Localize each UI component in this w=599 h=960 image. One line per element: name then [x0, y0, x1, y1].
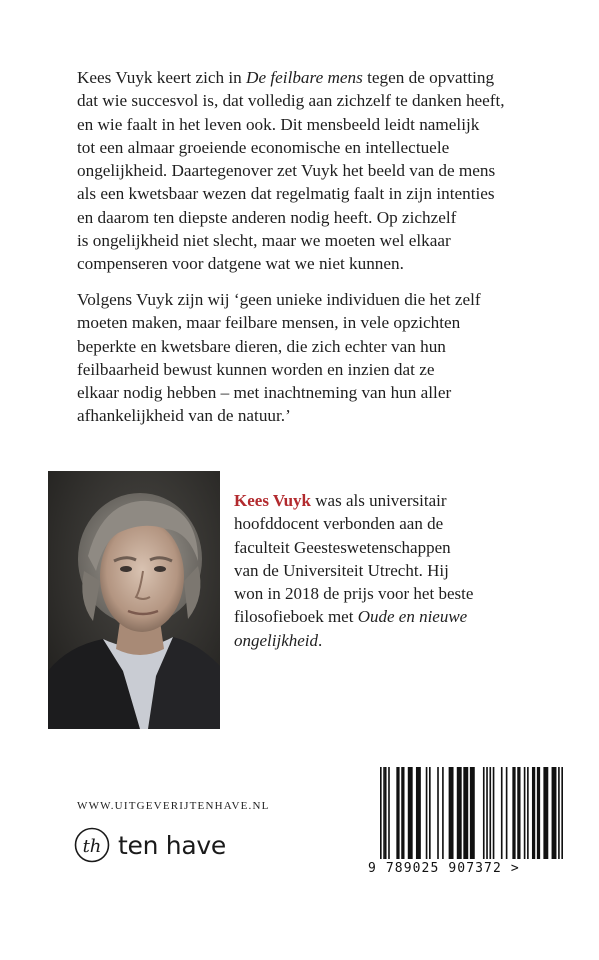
barcode-bar — [470, 767, 475, 859]
barcode-bar — [486, 767, 488, 859]
blurb-paragraph-1 — [77, 66, 577, 276]
barcode-bar — [524, 767, 526, 859]
blurb-p1-line: tot een almaar groeiende economische en intellectuele — [77, 137, 450, 157]
barcode-bar — [383, 767, 385, 859]
barcode-bar — [483, 767, 485, 859]
isbn-digits: 9 789025 907372 > — [368, 861, 520, 876]
bio-line-7-post: . — [318, 630, 323, 650]
barcode-bar — [537, 767, 540, 859]
isbn-barcode — [368, 767, 571, 885]
bio-line-1 — [234, 491, 447, 510]
bio-line-7 — [234, 631, 322, 650]
barcode-bar — [561, 767, 563, 859]
blurb-p1-line: en wie faalt in het leven ook. Dit mensbeeld leidt namelijk — [77, 114, 480, 134]
barcode-bar — [493, 767, 495, 859]
bio-line-6 — [234, 607, 467, 626]
blurb-p2-line: beperkte en kwetsbare dieren, die zich echter van hun — [77, 336, 446, 356]
author-bio — [234, 489, 574, 652]
barcode-bar — [558, 767, 560, 859]
publisher-name: ten have — [118, 830, 226, 860]
barcode-bar — [512, 767, 515, 859]
barcode-bar — [527, 767, 529, 859]
blurb-p1-line: dat wie succesvol is, dat volledig aan zichzelf te danken heeft, — [77, 91, 505, 111]
publisher-url[interactable]: WWW.UITGEVERIJTENHAVE.NL — [77, 800, 270, 812]
barcode-bar — [532, 767, 535, 859]
bio-line-5: won in 2018 de prijs voor het beste — [234, 584, 474, 604]
barcode-bar — [463, 767, 468, 859]
barcode-bar — [457, 767, 462, 859]
blurb-p2-line: elkaar nodig hebben – met inachtneming van hun aller — [77, 383, 452, 403]
author-name: Kees Vuyk — [234, 491, 311, 510]
bio-line-6-pre: filosofieboek met — [234, 607, 358, 627]
publisher-logo-icon — [74, 827, 110, 863]
barcode-bar — [388, 767, 390, 859]
author-portrait-image — [48, 471, 220, 729]
book-title-italic: De feilbare mens — [246, 68, 363, 87]
blurb-p1-line: is ongelijkheid niet slecht, maar we moeten wel elkaar — [77, 231, 451, 251]
barcode-bar — [385, 767, 387, 859]
barcode-bar — [437, 767, 439, 859]
barcode-bar — [501, 767, 503, 859]
publisher-logo — [74, 825, 226, 865]
barcode-bar — [506, 767, 508, 859]
barcode-bar — [401, 767, 404, 859]
barcode-bar — [489, 767, 491, 859]
blurb-p2-line: afhankelijkheid van de natuur.’ — [77, 406, 291, 426]
publisher-logo-mark-text: th — [82, 836, 102, 857]
blurb-p1-line: als een kwetsbaar wezen dat regelmatig faalt in zijn intenties — [77, 184, 495, 204]
barcode-bar — [426, 767, 428, 859]
bio-book-title-2: ongelijkheid — [234, 630, 319, 650]
bio-line-3: faculteit Geesteswetenschappen — [234, 537, 451, 557]
barcode-bar — [517, 767, 520, 859]
barcode-bar — [442, 767, 444, 859]
barcode-bar — [416, 767, 421, 859]
author-photo — [48, 471, 220, 729]
blurb-p1-line: compenseren voor datgene wat we niet kunnen. — [77, 254, 404, 274]
blurb-p2-line: Volgens Vuyk zijn wij ‘geen unieke individuen die het zelf — [77, 290, 481, 309]
blurb-p1-line-1-b: tegen de opvatting — [362, 68, 495, 87]
barcode-bar — [543, 767, 548, 859]
bio-book-title-1: Oude en nieuwe — [357, 607, 468, 627]
blurb-paragraph-2 — [77, 288, 577, 428]
blurb-p1-line-1 — [77, 68, 494, 87]
barcode-bar — [449, 767, 454, 859]
bio-line-2: hoofddocent verbonden aan de — [234, 514, 444, 534]
blurb-p1-line-1-a: Kees Vuyk keert zich in — [77, 68, 247, 87]
blurb-p2-line: moeten maken, maar feilbare mensen, in vele opzichten — [77, 313, 461, 333]
blurb-p2-line: feilbaarheid bewust kunnen worden en inzien dat ze — [77, 359, 435, 379]
barcode-bar — [380, 767, 382, 859]
barcode-bar — [429, 767, 431, 859]
blurb-p1-line: ongelijkheid. Daartegenover zet Vuyk het beeld van de mens — [77, 161, 496, 181]
barcode-bars — [380, 767, 563, 859]
barcode-bar — [552, 767, 557, 859]
blurb-p1-line: en daarom ten diepste anderen nodig heeft. Op zichzelf — [77, 207, 457, 227]
barcode-bar — [408, 767, 413, 859]
barcode-bar — [396, 767, 399, 859]
bio-line-4: van de Universiteit Utrecht. Hij — [234, 560, 449, 580]
bio-line-1-rest: was als universitair — [311, 491, 447, 510]
